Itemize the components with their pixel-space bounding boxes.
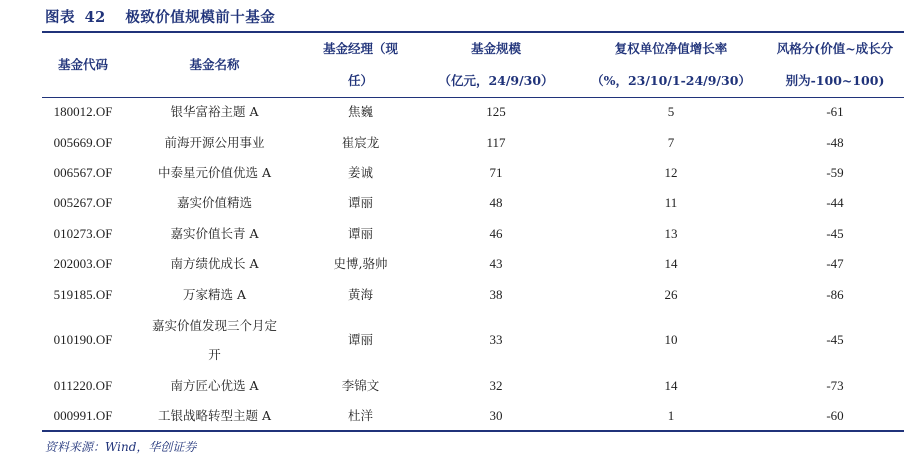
- fund-name: 中泰星元价值优选 A: [157, 164, 271, 180]
- fund-code: 180012.OF: [53, 104, 113, 120]
- fund-growth: 11: [664, 195, 678, 211]
- fund-manager: 焦巍: [347, 104, 373, 120]
- fund-style: -45: [826, 332, 844, 348]
- fund-manager: 李锦文: [341, 377, 380, 393]
- fund-manager: 姜诚: [347, 164, 373, 180]
- fund-manager: 谭丽: [347, 225, 373, 241]
- fund-growth: 14: [664, 256, 678, 272]
- fund-name: 嘉实价值长青 A: [170, 225, 259, 241]
- table-row: [42, 127, 904, 157]
- fund-name: 嘉实价值发现三个月定 开: [151, 318, 277, 363]
- col-header-scale: 基金规模 （亿元，24/9/30）: [438, 41, 554, 88]
- fund-growth: 26: [664, 286, 678, 302]
- fund-growth: 14: [664, 377, 678, 393]
- fund-scale: 32: [489, 377, 503, 393]
- fund-growth: 1: [667, 407, 675, 423]
- fund-manager: 谭丽: [347, 195, 373, 211]
- fund-style: -60: [826, 407, 844, 423]
- figure-label: 图表: [45, 9, 75, 26]
- source-note: 资料来源：Wind，华创证券: [45, 440, 197, 454]
- fund-manager: 史博,骆帅: [333, 256, 388, 272]
- fund-style: -73: [826, 377, 844, 393]
- fund-growth: 12: [664, 164, 678, 180]
- table-row: [42, 158, 904, 188]
- figure-title: [45, 6, 275, 27]
- table-row: [42, 401, 904, 431]
- table-row: [42, 249, 904, 279]
- col-header-code: 基金代码: [57, 57, 108, 72]
- fund-manager: 崔宸龙: [341, 134, 380, 150]
- fund-style: -86: [826, 286, 844, 302]
- col-header-style: 风格分(价值~成长分 别为-100~100): [776, 41, 894, 88]
- fund-scale: 71: [489, 164, 503, 180]
- table-row: [42, 279, 904, 309]
- fund-code: 010273.OF: [53, 225, 113, 241]
- figure-title-text: 极致价值规模前十基金: [125, 9, 276, 26]
- fund-scale: 117: [486, 134, 506, 150]
- fund-code: 202003.OF: [53, 256, 113, 272]
- fund-scale: 38: [489, 286, 503, 302]
- fund-style: -61: [826, 104, 844, 120]
- fund-table: [42, 33, 904, 431]
- fund-scale: 48: [489, 195, 503, 211]
- col-header-growth: 复权单位净值增长率 （%，23/10/1-24/9/30）: [591, 41, 751, 88]
- fund-code: 005267.OF: [53, 195, 113, 211]
- fund-code: 010190.OF: [53, 332, 113, 348]
- fund-style: -48: [826, 134, 844, 150]
- fund-growth: 10: [664, 332, 678, 348]
- table-row: [42, 188, 904, 218]
- fund-growth: 5: [667, 104, 675, 120]
- col-header-manager: 基金经理（现 任）: [322, 41, 398, 88]
- fund-manager: 谭丽: [347, 332, 373, 348]
- fund-style: -47: [826, 256, 844, 272]
- fund-code: 006567.OF: [53, 164, 113, 180]
- fund-style: -44: [826, 195, 844, 211]
- fund-style: -45: [826, 225, 844, 241]
- table-row: [42, 97, 904, 127]
- fund-name: 银华富裕主题 A: [170, 104, 259, 120]
- fund-name: 南方匠心优选 A: [170, 377, 259, 393]
- fund-scale: 30: [489, 407, 503, 423]
- fund-name: 工银战略转型主题 A: [157, 407, 271, 423]
- fund-style: -59: [826, 164, 844, 180]
- fund-growth: 13: [664, 225, 678, 241]
- fund-manager: 黄海: [347, 286, 373, 302]
- fund-name: 前海开源公用事业: [164, 134, 265, 150]
- fund-code: 011220.OF: [53, 377, 113, 393]
- table-header-row: [42, 33, 904, 97]
- fund-name: 万家精选 A: [182, 286, 246, 302]
- figure-number: 42: [84, 9, 106, 26]
- fund-scale: 125: [486, 104, 506, 120]
- table-row: [42, 219, 904, 249]
- fund-code: 519185.OF: [53, 286, 113, 302]
- fund-name: 嘉实价值精选: [176, 195, 252, 211]
- fund-growth: 7: [667, 134, 675, 150]
- fund-scale: 33: [489, 332, 503, 348]
- fund-code: 000991.OF: [53, 407, 113, 423]
- fund-scale: 46: [489, 225, 503, 241]
- table-row: [42, 310, 904, 371]
- table-row: [42, 370, 904, 400]
- fund-scale: 43: [489, 256, 503, 272]
- col-header-name: 基金名称: [189, 57, 240, 72]
- fund-manager: 杜洋: [347, 407, 373, 423]
- fund-code: 005669.OF: [53, 134, 113, 150]
- fund-name: 南方绩优成长 A: [170, 256, 259, 272]
